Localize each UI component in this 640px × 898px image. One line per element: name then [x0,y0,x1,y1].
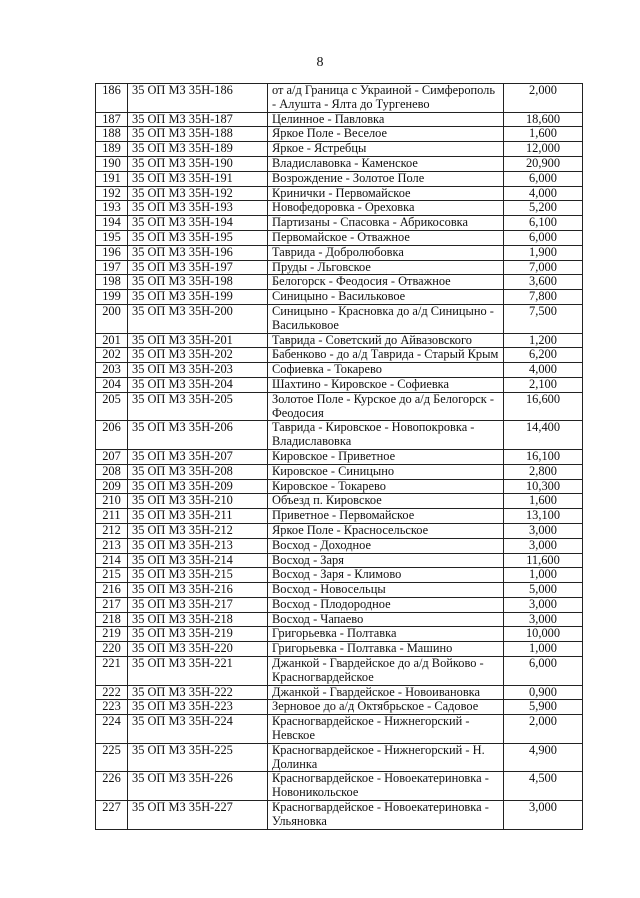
row-number-cell: 226 [96,772,128,801]
row-number-cell: 200 [96,304,128,333]
row-number-cell: 224 [96,715,128,744]
row-number-cell: 214 [96,553,128,568]
road-code-cell: 35 ОП МЗ 35Н-190 [128,156,268,171]
road-length-cell: 14,400 [504,421,583,450]
road-length-cell: 16,100 [504,449,583,464]
road-code-cell: 35 ОП МЗ 35Н-218 [128,612,268,627]
road-name-cell: Таврида - Добролюбовка [268,245,504,260]
road-name-cell: Красногвардейское - Новоекатериновка - Ульяновка [268,801,504,830]
table-row [96,156,583,171]
table-row [96,186,583,201]
road-code-cell: 35 ОП МЗ 35Н-196 [128,245,268,260]
road-length-cell: 1,000 [504,568,583,583]
road-code-cell: 35 ОП МЗ 35Н-220 [128,642,268,657]
road-length-cell: 4,500 [504,772,583,801]
table-row [96,392,583,421]
road-code-cell: 35 ОП МЗ 35Н-199 [128,290,268,305]
road-name-cell: Восход - Доходное [268,538,504,553]
road-name-cell: Возрождение - Золотое Поле [268,171,504,186]
table-row [96,84,583,113]
road-code-cell: 35 ОП МЗ 35Н-198 [128,275,268,290]
road-length-cell: 1,200 [504,333,583,348]
table-row [96,568,583,583]
road-code-cell: 35 ОП МЗ 35Н-206 [128,421,268,450]
road-length-cell: 1,600 [504,494,583,509]
road-name-cell: Восход - Заря - Климово [268,568,504,583]
road-length-cell: 12,000 [504,142,583,157]
table-row [96,245,583,260]
table-row [96,421,583,450]
road-name-cell: Восход - Новосельцы [268,583,504,598]
table-row [96,583,583,598]
row-number-cell: 204 [96,377,128,392]
road-name-cell: Яркое - Ястребцы [268,142,504,157]
row-number-cell: 209 [96,479,128,494]
road-length-cell: 11,600 [504,553,583,568]
road-name-cell: Приветное - Первомайское [268,509,504,524]
road-code-cell: 35 ОП МЗ 35Н-207 [128,449,268,464]
road-code-cell: 35 ОП МЗ 35Н-227 [128,801,268,830]
row-number-cell: 190 [96,156,128,171]
road-name-cell: Яркое Поле - Веселое [268,127,504,142]
road-length-cell: 10,300 [504,479,583,494]
road-length-cell: 6,000 [504,171,583,186]
road-code-cell: 35 ОП МЗ 35Н-222 [128,685,268,700]
table-row [96,333,583,348]
road-name-cell: Кринички - Первомайское [268,186,504,201]
road-name-cell: Синицыно - Красновка до а/д Синицыно - Васильковое [268,304,504,333]
road-name-cell: Джанкой - Гвардейское до а/д Войково - Красногвардейское [268,657,504,686]
table-row [96,700,583,715]
road-length-cell: 7,000 [504,260,583,275]
road-name-cell: Золотое Поле - Курское до а/д Белогорск - Феодосия [268,392,504,421]
road-length-cell: 0,900 [504,685,583,700]
road-name-cell: Кировское - Приветное [268,449,504,464]
table-row [96,538,583,553]
row-number-cell: 216 [96,583,128,598]
table-row [96,523,583,538]
row-number-cell: 220 [96,642,128,657]
road-code-cell: 35 ОП МЗ 35Н-213 [128,538,268,553]
road-code-cell: 35 ОП МЗ 35Н-204 [128,377,268,392]
road-code-cell: 35 ОП МЗ 35Н-191 [128,171,268,186]
road-length-cell: 6,200 [504,348,583,363]
road-length-cell: 6,000 [504,230,583,245]
road-length-cell: 7,500 [504,304,583,333]
road-length-cell: 4,000 [504,363,583,378]
road-code-cell: 35 ОП МЗ 35Н-195 [128,230,268,245]
road-code-cell: 35 ОП МЗ 35Н-221 [128,657,268,686]
table-row [96,348,583,363]
row-number-cell: 201 [96,333,128,348]
table-row [96,772,583,801]
road-name-cell: Шахтино - Кировское - Софиевка [268,377,504,392]
road-name-cell: Партизаны - Спасовка - Абрикосовка [268,216,504,231]
table-row [96,142,583,157]
road-length-cell: 3,000 [504,612,583,627]
row-number-cell: 192 [96,186,128,201]
road-code-cell: 35 ОП МЗ 35Н-212 [128,523,268,538]
road-name-cell: Красногвардейское - Нижнегорский - Н. Долинка [268,743,504,772]
road-code-cell: 35 ОП МЗ 35Н-201 [128,333,268,348]
road-code-cell: 35 ОП МЗ 35Н-208 [128,464,268,479]
road-name-cell: Красногвардейское - Новоекатериновка - Новоникольское [268,772,504,801]
table-row [96,275,583,290]
row-number-cell: 210 [96,494,128,509]
table-row [96,715,583,744]
road-name-cell: от а/д Граница с Украиной - Симферополь - Алушта - Ялта до Тургенево [268,84,504,113]
road-length-cell: 1,600 [504,127,583,142]
road-name-cell: Софиевка - Токарево [268,363,504,378]
road-length-cell: 3,600 [504,275,583,290]
road-name-cell: Джанкой - Гвардейское - Новоивановка [268,685,504,700]
table-row [96,657,583,686]
row-number-cell: 196 [96,245,128,260]
row-number-cell: 215 [96,568,128,583]
table-row [96,112,583,127]
table-row [96,494,583,509]
road-length-cell: 13,100 [504,509,583,524]
road-name-cell: Белогорск - Феодосия - Отважное [268,275,504,290]
table-row [96,201,583,216]
road-code-cell: 35 ОП МЗ 35Н-223 [128,700,268,715]
table-row [96,230,583,245]
road-name-cell: Григорьевка - Полтавка - Машино [268,642,504,657]
road-length-cell: 16,600 [504,392,583,421]
road-name-cell: Пруды - Льговское [268,260,504,275]
road-code-cell: 35 ОП МЗ 35Н-216 [128,583,268,598]
row-number-cell: 197 [96,260,128,275]
road-name-cell: Новофедоровка - Ореховка [268,201,504,216]
row-number-cell: 188 [96,127,128,142]
page-number: 8 [316,55,324,70]
road-length-cell: 6,100 [504,216,583,231]
table-row [96,260,583,275]
road-length-cell: 4,900 [504,743,583,772]
road-name-cell: Целинное - Павловка [268,112,504,127]
road-name-cell: Восход - Плодородное [268,597,504,612]
table-row [96,363,583,378]
road-code-cell: 35 ОП МЗ 35Н-209 [128,479,268,494]
road-code-cell: 35 ОП МЗ 35Н-192 [128,186,268,201]
roads-table-body [96,84,583,830]
road-name-cell: Восход - Чапаево [268,612,504,627]
roads-table [95,83,583,830]
row-number-cell: 186 [96,84,128,113]
road-length-cell: 3,000 [504,597,583,612]
road-length-cell: 7,800 [504,290,583,305]
road-name-cell: Владиславовка - Каменское [268,156,504,171]
table-row [96,597,583,612]
road-length-cell: 20,900 [504,156,583,171]
road-code-cell: 35 ОП МЗ 35Н-214 [128,553,268,568]
row-number-cell: 211 [96,509,128,524]
table-row [96,479,583,494]
row-number-cell: 218 [96,612,128,627]
road-name-cell: Бабенково - до а/д Таврида - Старый Крым [268,348,504,363]
road-code-cell: 35 ОП МЗ 35Н-210 [128,494,268,509]
table-row [96,127,583,142]
road-name-cell: Объезд п. Кировское [268,494,504,509]
table-row [96,801,583,830]
road-code-cell: 35 ОП МЗ 35Н-215 [128,568,268,583]
road-code-cell: 35 ОП МЗ 35Н-187 [128,112,268,127]
road-name-cell: Кировское - Токарево [268,479,504,494]
road-length-cell: 2,100 [504,377,583,392]
row-number-cell: 213 [96,538,128,553]
row-number-cell: 207 [96,449,128,464]
table-row [96,290,583,305]
road-length-cell: 2,000 [504,715,583,744]
road-code-cell: 35 ОП МЗ 35Н-194 [128,216,268,231]
table-row [96,464,583,479]
road-name-cell: Таврида - Кировское - Новопокровка - Владиславовка [268,421,504,450]
table-row [96,216,583,231]
road-name-cell: Красногвардейское - Нижнегорский - Невское [268,715,504,744]
road-length-cell: 1,000 [504,642,583,657]
row-number-cell: 217 [96,597,128,612]
table-row [96,449,583,464]
row-number-cell: 194 [96,216,128,231]
road-code-cell: 35 ОП МЗ 35Н-193 [128,201,268,216]
row-number-cell: 187 [96,112,128,127]
row-number-cell: 221 [96,657,128,686]
row-number-cell: 193 [96,201,128,216]
road-code-cell: 35 ОП МЗ 35Н-211 [128,509,268,524]
road-length-cell: 1,900 [504,245,583,260]
road-name-cell: Яркое Поле - Красносельское [268,523,504,538]
road-code-cell: 35 ОП МЗ 35Н-219 [128,627,268,642]
table-row [96,553,583,568]
road-name-cell: Синицыно - Васильковое [268,290,504,305]
row-number-cell: 208 [96,464,128,479]
row-number-cell: 223 [96,700,128,715]
road-length-cell: 3,000 [504,801,583,830]
table-row [96,171,583,186]
road-code-cell: 35 ОП МЗ 35Н-203 [128,363,268,378]
row-number-cell: 206 [96,421,128,450]
row-number-cell: 225 [96,743,128,772]
road-length-cell: 4,000 [504,186,583,201]
road-code-cell: 35 ОП МЗ 35Н-197 [128,260,268,275]
row-number-cell: 203 [96,363,128,378]
row-number-cell: 205 [96,392,128,421]
road-length-cell: 5,900 [504,700,583,715]
row-number-cell: 198 [96,275,128,290]
road-name-cell: Таврида - Советский до Айвазовского [268,333,504,348]
row-number-cell: 199 [96,290,128,305]
road-name-cell: Первомайское - Отважное [268,230,504,245]
road-code-cell: 35 ОП МЗ 35Н-226 [128,772,268,801]
road-code-cell: 35 ОП МЗ 35Н-217 [128,597,268,612]
row-number-cell: 189 [96,142,128,157]
road-code-cell: 35 ОП МЗ 35Н-224 [128,715,268,744]
road-length-cell: 6,000 [504,657,583,686]
road-length-cell: 3,000 [504,523,583,538]
table-row [96,743,583,772]
road-length-cell: 3,000 [504,538,583,553]
road-code-cell: 35 ОП МЗ 35Н-200 [128,304,268,333]
row-number-cell: 202 [96,348,128,363]
row-number-cell: 191 [96,171,128,186]
road-code-cell: 35 ОП МЗ 35Н-202 [128,348,268,363]
table-row [96,377,583,392]
table-row [96,642,583,657]
table-row [96,304,583,333]
road-length-cell: 2,000 [504,84,583,113]
road-code-cell: 35 ОП МЗ 35Н-205 [128,392,268,421]
road-length-cell: 5,200 [504,201,583,216]
row-number-cell: 227 [96,801,128,830]
road-length-cell: 18,600 [504,112,583,127]
road-length-cell: 2,800 [504,464,583,479]
road-code-cell: 35 ОП МЗ 35Н-189 [128,142,268,157]
road-name-cell: Зерновое до а/д Октябрьское - Садовое [268,700,504,715]
road-name-cell: Кировское - Синицыно [268,464,504,479]
road-length-cell: 10,000 [504,627,583,642]
row-number-cell: 219 [96,627,128,642]
table-row [96,612,583,627]
road-code-cell: 35 ОП МЗ 35Н-188 [128,127,268,142]
road-code-cell: 35 ОП МЗ 35Н-225 [128,743,268,772]
road-name-cell: Григорьевка - Полтавка [268,627,504,642]
table-row [96,685,583,700]
row-number-cell: 195 [96,230,128,245]
road-length-cell: 5,000 [504,583,583,598]
road-code-cell: 35 ОП МЗ 35Н-186 [128,84,268,113]
road-name-cell: Восход - Заря [268,553,504,568]
table-row [96,627,583,642]
row-number-cell: 212 [96,523,128,538]
table-row [96,509,583,524]
row-number-cell: 222 [96,685,128,700]
